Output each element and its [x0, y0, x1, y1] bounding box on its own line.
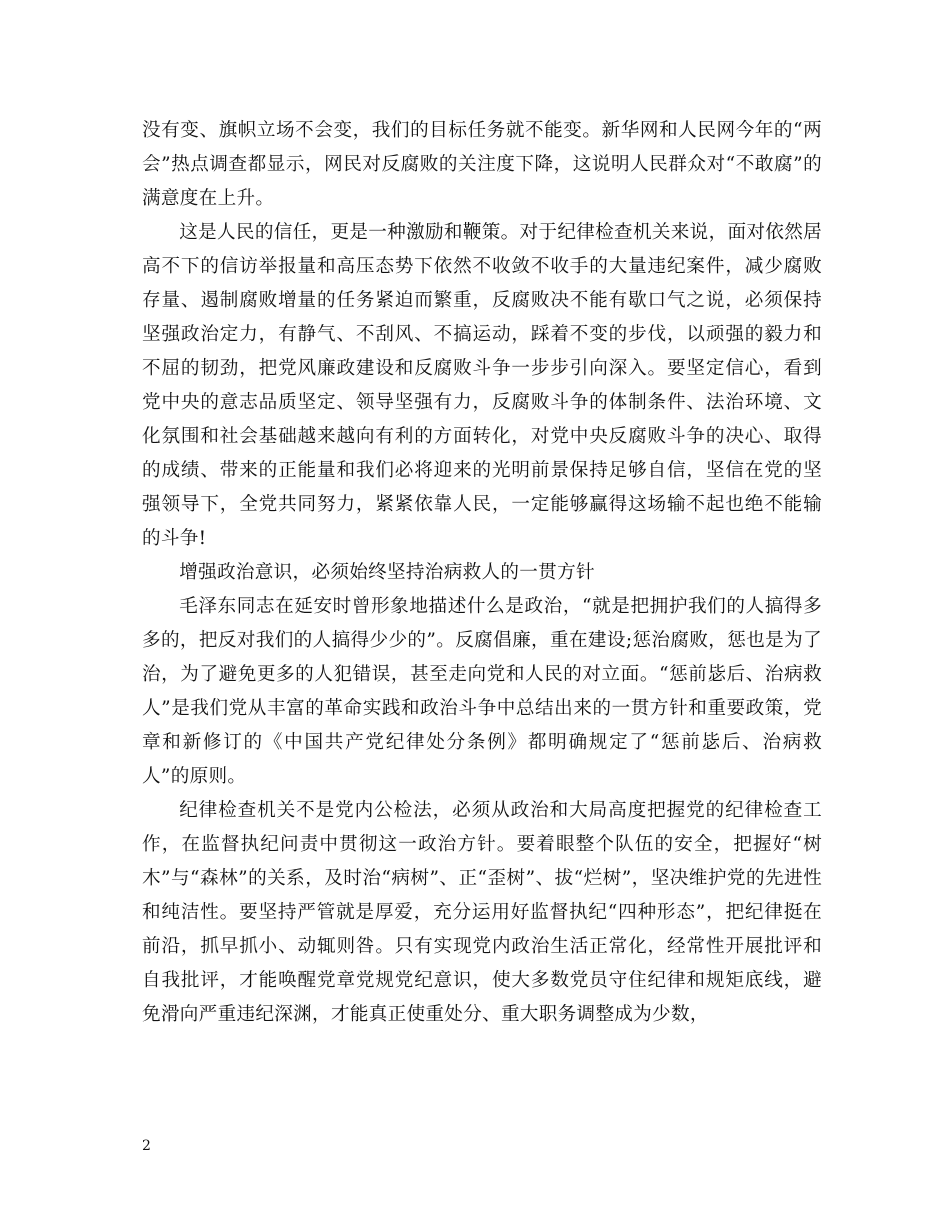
- section-heading: 增强政治意识，必须始终坚持治病救人的一贯方针: [179, 562, 595, 583]
- paragraph-1: 没有变、旗帜立场不会变，我们的目标任务就不能变。新华网和人民网今年的“两会”热点调查都显示，网民对反腐败的关注度下降，这说明人民群众对“不敢腐”的满意度在上升。: [142, 120, 822, 209]
- page-number: 2: [142, 1138, 151, 1154]
- paragraph-2: 这是人民的信任，更是一种激励和鞭策。对于纪律检查机关来说，面对依然居高不下的信访举报量和高压态势下依然不收敛不收手的大量违纪案件，减少腐败存量、遏制腐败增量的任务紧迫而繁重，反腐败决不能有歇口气之说，必须保持坚强政治定力，有静气、不刮风、不搞运动，踩着不变的步伐，以顽强的毅力和不屈的韧劲，把党风廉政建设和反腐败斗争一步步引向深入。要坚定信心，看到党中央的意志品质坚定、领导坚强有力，反腐败斗争的体制条件、法治环境、文化氛围和社会基础越来越向有利的方面转化，对党中央反腐败斗争的决心、取得的成绩、带来的正能量和我们必将迎来的光明前景保持足够自信，坚信在党的坚强领导下，全党共同努力，紧紧依靠人民，一定能够赢得这场输不起也绝不能输的斗争!: [142, 222, 822, 549]
- body-text: [142, 114, 822, 1032]
- paragraph-3: 毛泽东同志在延安时曾形象地描述什么是政治，“就是把拥护我们的人搞得多多的，把反对我们的人搞得少少的”。反腐倡廉，重在建设;惩治腐败，惩也是为了治，为了避免更多的人犯错误，甚至走向党和人民的对立面。“惩前毖后、治病救人”是我们党从丰富的革命实践和政治斗争中总结出来的一贯方针和重要政策，党章和新修订的《中国共产党纪律处分条例》都明确规定了“惩前毖后、治病救人”的原则。: [142, 596, 822, 787]
- paragraph-4: 纪律检查机关不是党内公检法，必须从政治和大局高度把握党的纪律检查工作，在监督执纪问责中贯彻这一政治方针。要着眼整个队伍的安全，把握好“树木”与“森林”的关系，及时治“病树”、正“歪树”、拔“烂树”，坚决维护党的先进性和纯洁性。要坚持严管就是厚爱，充分运用好监督执纪“四种形态”，把纪律挺在前沿，抓早抓小、动辄则咎。只有实现党内政治生活正常化，经常性开展批评和自我批评，才能唤醒党章党规党纪意识，使大多数党员守住纪律和规矩底线，避免滑向严重违纪深渊，才能真正使重处分、重大职务调整成为少数，: [142, 800, 822, 1025]
